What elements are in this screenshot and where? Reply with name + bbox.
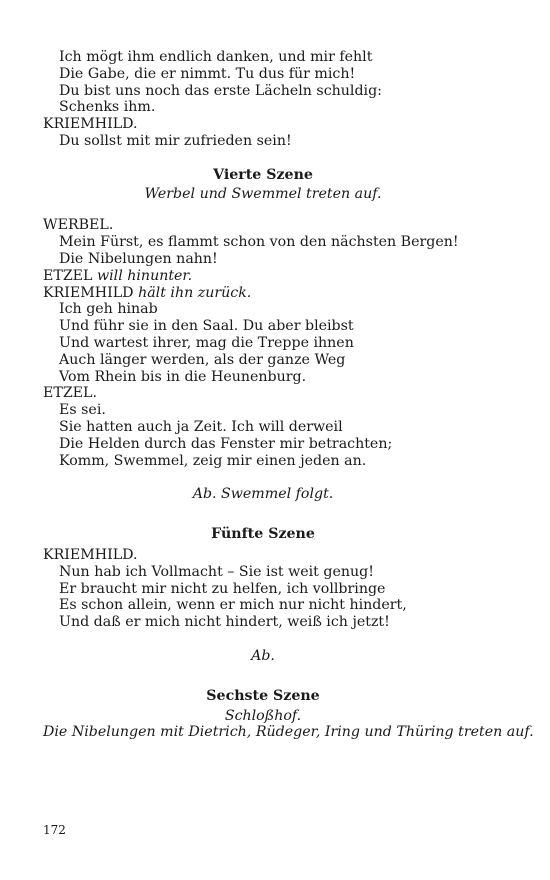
speaker-name: KRIEMHILD bbox=[43, 284, 134, 301]
verse-line: Auch länger werden, als der ganze Weg bbox=[59, 351, 346, 368]
verse-line: Die Nibelungen nahn! bbox=[59, 250, 218, 267]
stage-direction-exit: Ab. Swemmel folgt. bbox=[192, 486, 334, 503]
verse-line: Vom Rhein bis in die Heunenburg. bbox=[59, 368, 307, 385]
stage-direction: Die Nibelungen mit Dietrich, Rüdeger, Iring und Thüring treten auf. bbox=[43, 724, 534, 741]
speaker-name: WERBEL. bbox=[43, 217, 114, 234]
speaker-name: KRIEMHILD. bbox=[43, 116, 138, 133]
verse-line: Es sei. bbox=[59, 402, 106, 419]
verse-line: Und wartest ihrer, mag die Treppe ihnen bbox=[59, 334, 354, 351]
verse-line: Komm, Swemmel, zeig mir einen jeden an. bbox=[59, 452, 367, 469]
speaker-with-direction bbox=[43, 285, 483, 302]
verse-line: Mein Fürst, es flammt schon von den nächsten Bergen! bbox=[59, 234, 459, 251]
scene-heading: Sechste Szene bbox=[206, 687, 320, 704]
verse-line: Du sollst mit mir zufrieden sein! bbox=[59, 132, 292, 149]
document-page bbox=[43, 49, 534, 741]
stage-direction-place: Schloßhof. bbox=[224, 707, 302, 724]
speaker-name: ETZEL. bbox=[43, 385, 97, 402]
verse-line: Die Gabe, die er nimmt. Tu dus für mich! bbox=[59, 65, 356, 82]
stage-direction: hält ihn zurück. bbox=[138, 284, 252, 301]
speaker-with-direction bbox=[43, 268, 483, 285]
verse-line: Und daß er mich nicht hindert, weiß ich jetzt! bbox=[59, 614, 390, 631]
verse-line: Ich geh hinab bbox=[59, 301, 158, 318]
stage-direction-exit: Ab. bbox=[251, 647, 275, 664]
page-number: 172 bbox=[43, 823, 66, 837]
verse-line: Er braucht mir nicht zu helfen, ich vollbringe bbox=[59, 580, 386, 597]
verse-line: Ich mögt ihm endlich danken, und mir fehlt bbox=[59, 49, 373, 65]
verse-line: Sie hatten auch ja Zeit. Ich will derweil bbox=[59, 418, 343, 435]
verse-line: Und führ sie in den Saal. Du aber bleibst bbox=[59, 318, 354, 335]
verse-line: Die Helden durch das Fenster mir betrachten; bbox=[59, 435, 393, 452]
verse-line: Nun hab ich Vollmacht – Sie ist weit genug! bbox=[59, 563, 374, 580]
stage-direction: will hinunter. bbox=[96, 267, 193, 284]
speaker-name: KRIEMHILD. bbox=[43, 546, 138, 563]
verse-line: Du bist uns noch das erste Lächeln schuldig: bbox=[59, 82, 382, 99]
scene-heading: Vierte Szene bbox=[213, 166, 313, 183]
scene-heading: Fünfte Szene bbox=[211, 526, 315, 543]
speaker-name: ETZEL bbox=[43, 267, 93, 284]
verse-line: Es schon allein, wenn er mich nur nicht hindert, bbox=[59, 597, 407, 614]
stage-direction: Werbel und Swemmel treten auf. bbox=[144, 185, 382, 202]
verse-line: Schenks ihm. bbox=[59, 99, 156, 116]
